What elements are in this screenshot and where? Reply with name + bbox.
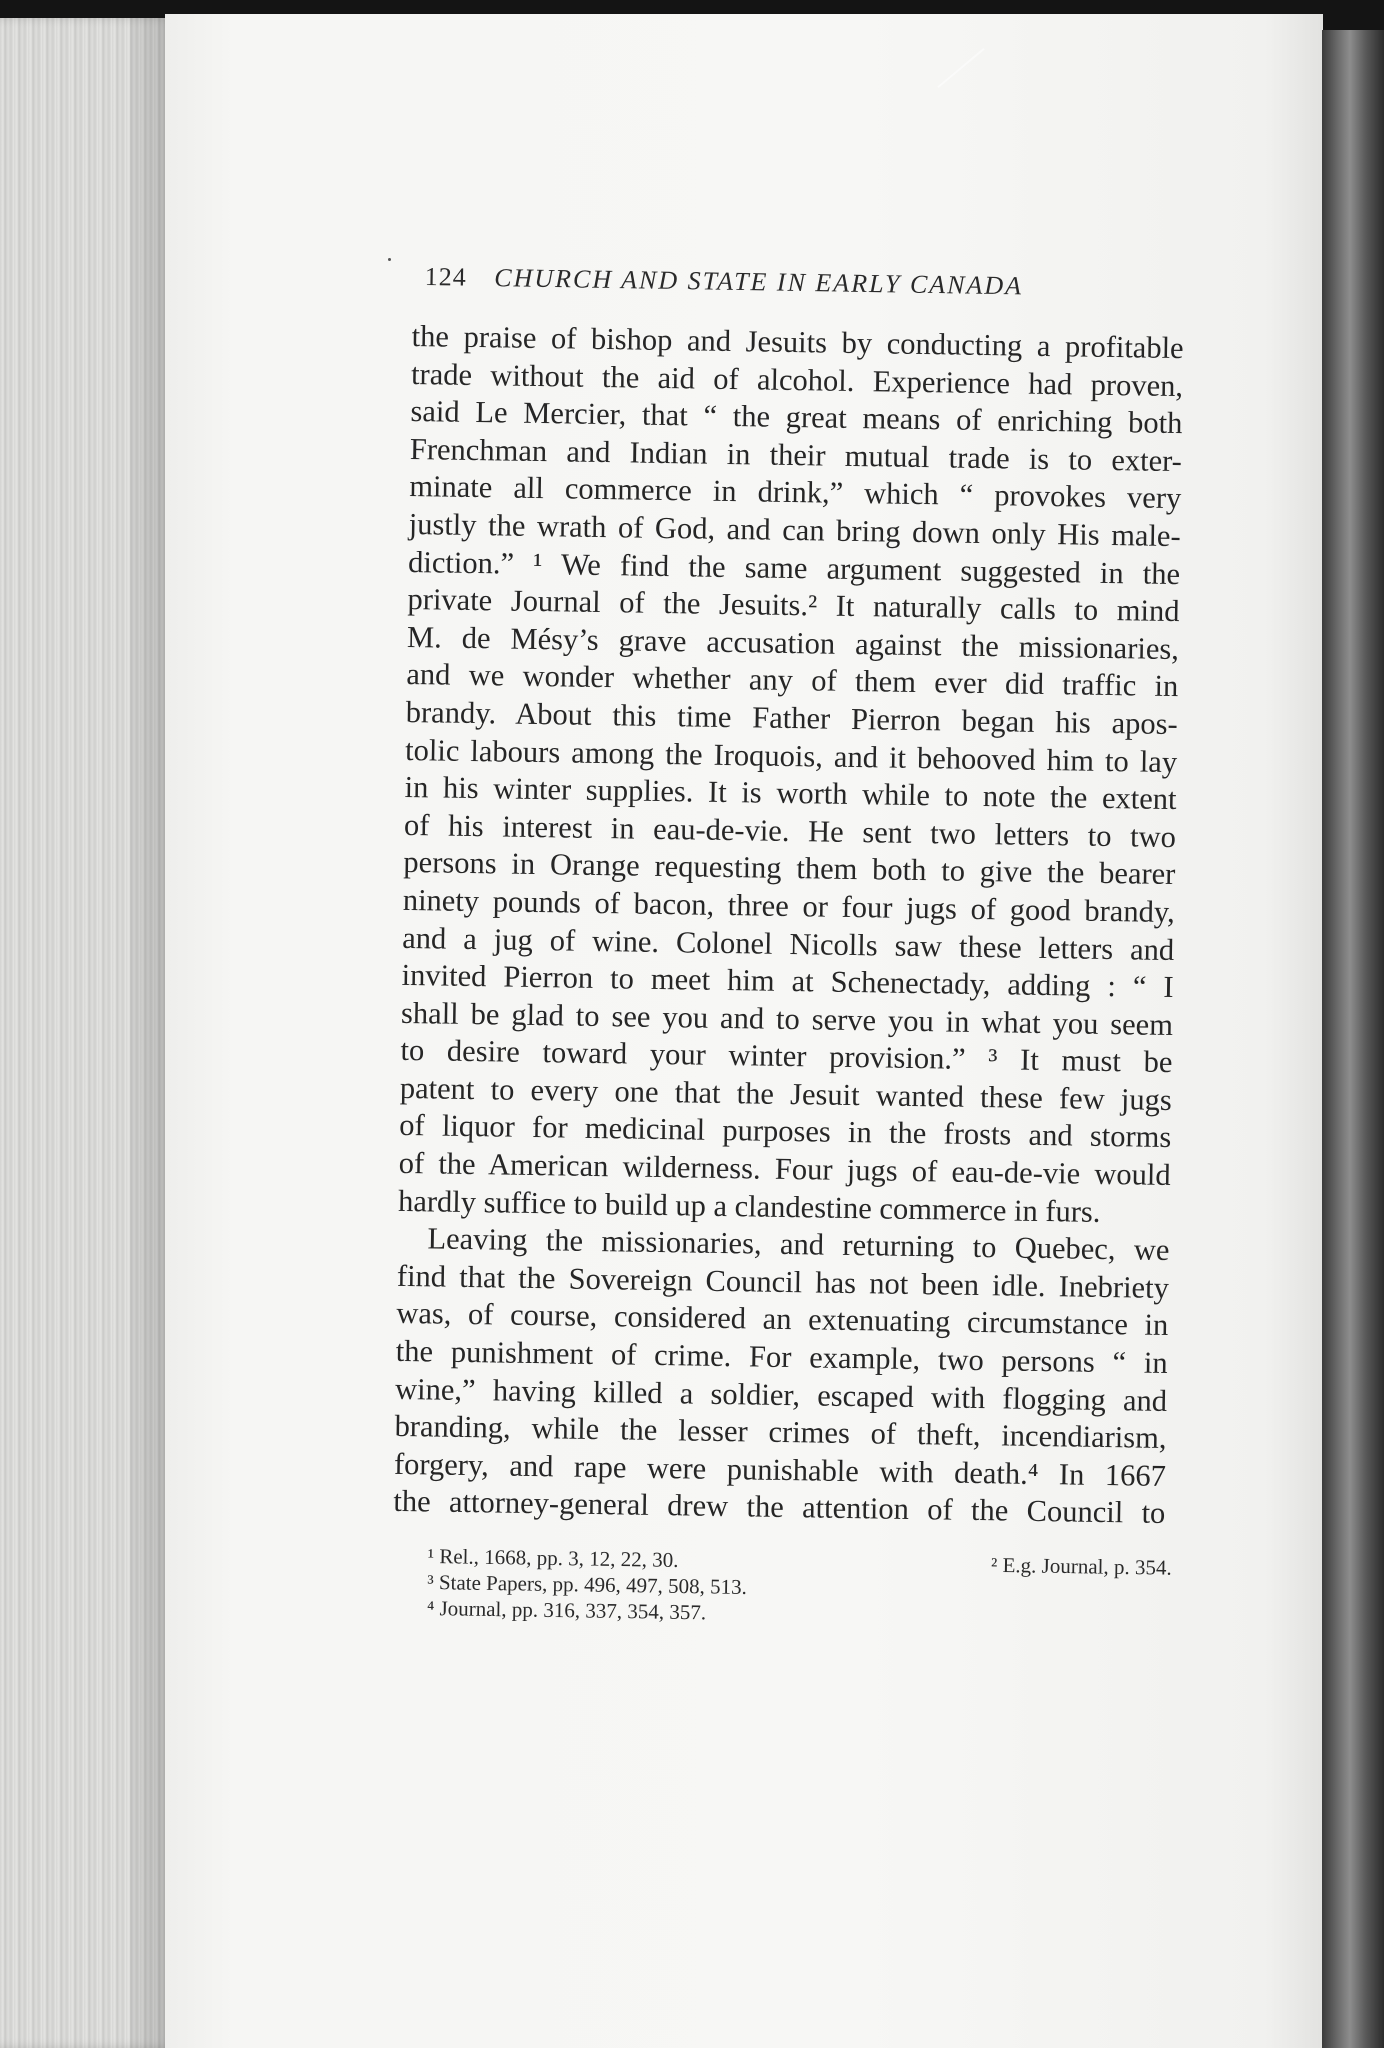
text-line: M. de Mésy’s grave accusation against the missionaries, bbox=[406, 619, 1180, 666]
footnote-1: ¹ Rel., 1668, pp. 3, 12, 22, 30. bbox=[427, 1543, 679, 1572]
text-line: minate all commerce in drink,” which “ provokes very bbox=[409, 469, 1182, 516]
text-line: the attorney-general drew the attention of the Council to bbox=[393, 1484, 1166, 1531]
footnote-3: ³ State Papers, pp. 496, 497, 508, 513. bbox=[427, 1569, 748, 1600]
page-edges bbox=[0, 18, 175, 2048]
text-line: shall be glad to see you and to serve you in what you seem bbox=[400, 995, 1174, 1042]
running-title: CHURCH AND STATE IN EARLY CANADA bbox=[494, 263, 1024, 301]
text-line: forgery, and rape were punishable with death.⁴ In 1667 bbox=[393, 1446, 1167, 1493]
text-line: branding, while the lesser crimes of theft, incendiarism, bbox=[394, 1409, 1167, 1456]
text-line: to desire toward your winter provision.” ³ It must be bbox=[400, 1033, 1173, 1080]
footnotes bbox=[427, 1543, 1188, 1633]
text-line: in his winter supplies. It is worth while to note the extent bbox=[404, 770, 1177, 817]
text-line: private Journal of the Jesuits.² It naturally calls to mind bbox=[407, 582, 1180, 629]
text-line: persons in Orange requesting them both to give the bearer bbox=[403, 845, 1176, 892]
text-line: wine,” having killed a soldier, escaped with flogging and bbox=[394, 1371, 1168, 1418]
text-line: Leaving the missionaries, and returning to Quebec, we bbox=[427, 1221, 1170, 1268]
text-line: of the American wilderness. Four jugs of eau-de-vie would bbox=[398, 1145, 1171, 1193]
text-line: brandy. About this time Father Pierron began his apos- bbox=[405, 694, 1178, 742]
binding-edge bbox=[1322, 30, 1384, 2048]
text-line: trade without the aid of alcohol. Experience had proven, bbox=[410, 356, 1184, 403]
text-line: diction.” ¹ We find the same argument suggested in the bbox=[407, 544, 1181, 591]
text-line: invited Pierron to meet him at Schenectady, adding : “ I bbox=[401, 958, 1174, 1005]
text-line: justly the wrath of God, and can bring down only His male- bbox=[408, 506, 1181, 554]
body-text bbox=[393, 318, 1184, 1533]
text-line: the punishment of crime. For example, two persons “ in bbox=[395, 1333, 1168, 1381]
text-line: said Le Mercier, that “ the great means of enriching both bbox=[410, 394, 1183, 441]
footnote-2: ² E.g. Journal, p. 354. bbox=[990, 1552, 1172, 1580]
text-line: the praise of bishop and Jesuits by conducting a profitable bbox=[411, 318, 1184, 366]
scan-speck bbox=[388, 258, 391, 261]
text-line: and a jug of wine. Colonel Nicolls saw these letters and bbox=[402, 920, 1175, 967]
text-line: tolic labours among the Iroquois, and it behooved him to lay bbox=[404, 732, 1178, 779]
text-line: find that the Sovereign Council has not been idle. Inebriety bbox=[396, 1258, 1170, 1305]
footnote-4: ⁴ Journal, pp. 316, 337, 354, 357. bbox=[426, 1595, 707, 1625]
text-line: and we wonder whether any of them ever did traffic in bbox=[406, 657, 1179, 704]
text-line: of liquor for medicinal purposes in the frosts and storms bbox=[399, 1108, 1172, 1155]
page-number: 124 bbox=[424, 262, 467, 292]
text-line: Frenchman and Indian in their mutual trade is to exter- bbox=[409, 431, 1183, 478]
text-line: ninety pounds of bacon, three or four jugs of good brandy, bbox=[402, 882, 1176, 929]
text-line: hardly suffice to build up a clandestine commerce in furs. bbox=[397, 1183, 1101, 1229]
text-line: was, of course, considered an extenuating circumstance in bbox=[396, 1296, 1169, 1343]
text-line: of his interest in eau-de-vie. He sent two letters to two bbox=[403, 807, 1177, 854]
text-line: patent to every one that the Jesuit wanted these few jugs bbox=[399, 1070, 1173, 1117]
